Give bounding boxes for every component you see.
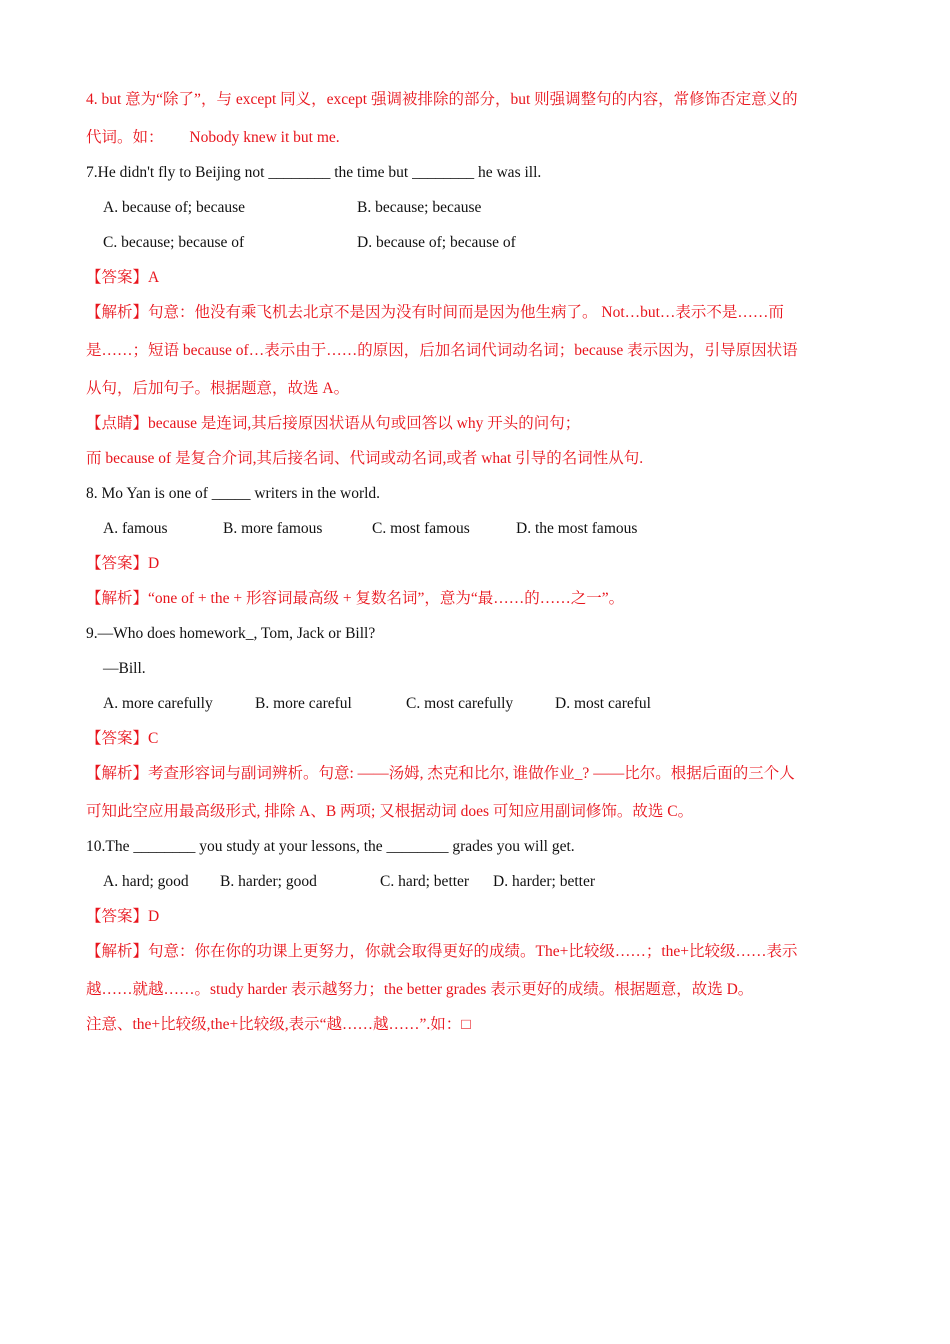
question-10-option-d: D. harder; better <box>493 873 595 890</box>
question-7-option-a: A. because of; because <box>103 199 246 216</box>
question-9-option-b: B. more careful <box>255 695 352 712</box>
note-4-line-1: 4. but 意为“除了”，与 except 同义，except 强调被排除的部分，but 则强调整句的内容，常修饰否定意义的 <box>86 91 798 108</box>
question-9-reply: —Bill. <box>103 660 146 677</box>
question-9-option-a: A. more carefully <box>103 695 213 712</box>
note-4-example: Nobody knew it but me. <box>189 129 340 146</box>
question-7-analysis-line-2: 是……；短语 because of…表示由于……的原因，后加名词代词动名词；because 表示因为，引导原因状语 <box>86 342 798 359</box>
question-10-analysis-line-1: 【解析】句意：你在你的功课上更努力，你就会取得更好的成绩。The+比较级……；the+比较级……表示 <box>86 943 798 960</box>
question-7-analysis-line-3: 从句，后加句子。根据题意，故选 A。 <box>86 380 350 397</box>
question-7-tip-line-1: 【点睛】because 是连词,其后接原因状语从句或回答以 why 开头的问句； <box>86 415 581 432</box>
question-9-option-c: C. most carefully <box>406 695 514 712</box>
question-7-options-row-2 <box>86 233 876 253</box>
question-10-answer: 【答案】D <box>86 908 160 925</box>
question-9-analysis-line-2: 可知此空应用最高级形式, 排除 A、B 两项; 又根据动词 does 可知应用副词修饰。故选 C。 <box>86 803 694 820</box>
question-9-options-row <box>86 694 876 714</box>
question-10-note: 注意、the+比较级,the+比较级,表示“越……越……”.如：□ <box>86 1016 471 1033</box>
question-9-option-d: D. most careful <box>555 695 651 712</box>
question-7-answer: 【答案】A <box>86 269 160 286</box>
question-8-stem: 8. Mo Yan is one of _____ writers in the world. <box>86 485 381 502</box>
question-7-tip-line-2: 而 because of 是复合介词,其后接名词、代词或动名词,或者 what 引导的名词性从句. <box>86 450 644 467</box>
question-10-option-c: C. hard; better <box>380 873 470 890</box>
question-10-analysis-line-2: 越……就越……。study harder 表示越努力；the better grades 表示更好的成绩。根据题意，故选 D。 <box>86 981 754 998</box>
question-7-option-d: D. because of; because of <box>357 234 516 251</box>
question-7-options-row-1 <box>86 198 876 218</box>
question-9-analysis-line-1: 【解析】考查形容词与副词辨析。句意: ——汤姆, 杰克和比尔, 谁做作业_? ——比尔。根据后面的三个人 <box>86 765 795 782</box>
note-4-prefix: 代词。如： <box>86 129 164 146</box>
question-10-option-a: A. hard; good <box>103 873 189 890</box>
question-7-analysis-line-1: 【解析】句意：他没有乘飞机去北京不是因为没有时间而是因为他生病了。 Not…but…表示不是……而 <box>86 304 784 321</box>
question-8-option-a: A. famous <box>103 520 168 537</box>
question-8-option-d: D. the most famous <box>516 520 638 537</box>
question-8-answer: 【答案】D <box>86 555 160 572</box>
question-8-analysis: 【解析】“one of + the + 形容词最高级 + 复数名词”，意为“最……的……之一”。 <box>86 590 625 607</box>
question-7-stem: 7.He didn't fly to Beijing not ________ the time but ________ he was ill. <box>86 164 542 181</box>
question-8-option-b: B. more famous <box>223 520 323 537</box>
question-8-options-row <box>86 519 876 539</box>
worksheet-page <box>86 84 876 1035</box>
question-7-option-c: C. because; because of <box>103 234 245 251</box>
question-10-option-b: B. harder; good <box>220 873 317 890</box>
note-4-line-2 <box>86 128 876 148</box>
question-7-option-b: B. because; because <box>357 199 482 216</box>
question-10-stem: 10.The ________ you study at your lessons, the ________ grades you will get. <box>86 838 575 855</box>
question-10-options-row <box>86 872 876 892</box>
question-8-option-c: C. most famous <box>372 520 470 537</box>
question-9-answer: 【答案】C <box>86 730 159 747</box>
question-9-stem: 9.—Who does homework_, Tom, Jack or Bill? <box>86 625 376 642</box>
